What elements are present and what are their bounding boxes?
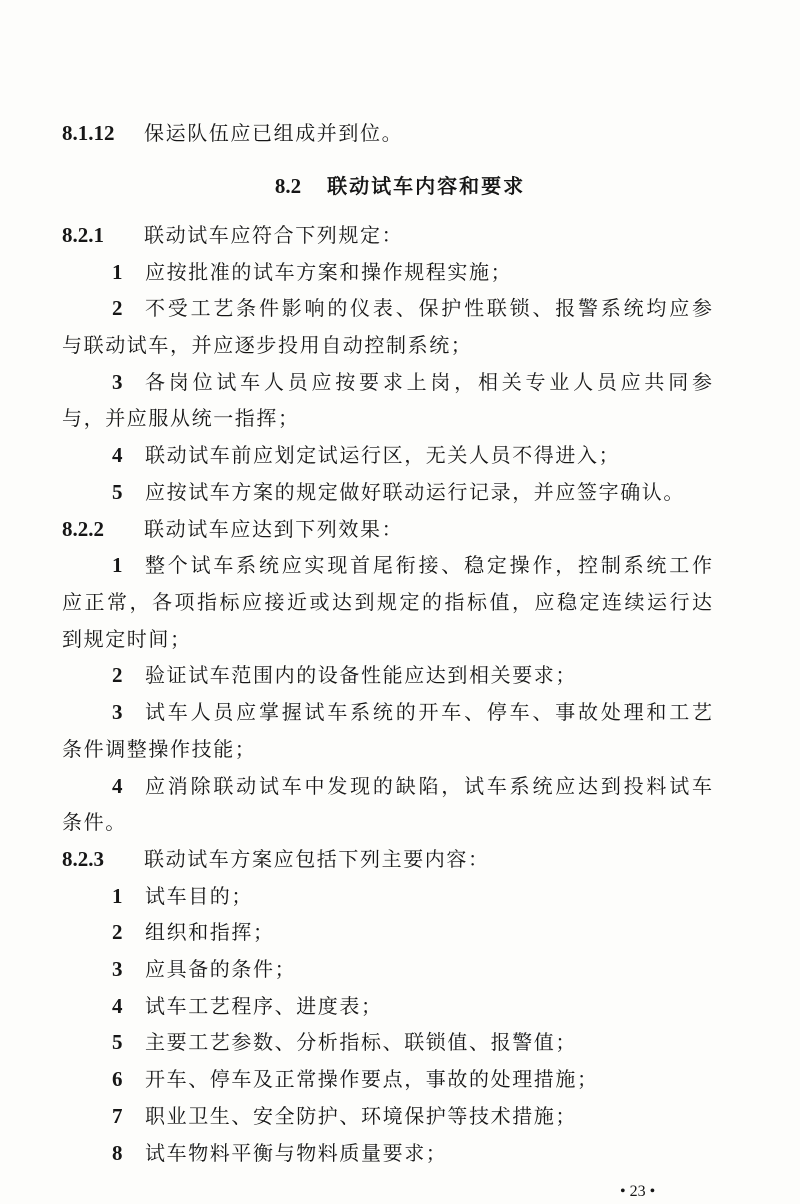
list-item (112, 774, 712, 798)
item-number: 7 (112, 1104, 123, 1128)
list-item (112, 663, 577, 687)
list-item (112, 920, 275, 944)
list-item (112, 700, 712, 724)
section-title: 联动试车内容和要求 (327, 174, 526, 198)
item-text-continuation: 条件。 (62, 810, 127, 834)
clause-clause-8-2-1 (62, 223, 403, 247)
section-heading (0, 174, 800, 198)
item-number: 2 (112, 920, 123, 944)
item-text: 不受工艺条件影响的仪表、保护性联锁、报警系统均应参 (145, 296, 712, 320)
clause-clause-8-2-2 (62, 517, 403, 541)
item-text: 主要工艺参数、分析指标、联锁值、报警值； (145, 1030, 577, 1054)
item-text: 组织和指挥； (145, 920, 275, 944)
item-text: 应消除联动试车中发现的缺陷，试车系统应达到投料试车 (145, 774, 712, 798)
item-text-continuation: 到规定时间； (62, 627, 192, 651)
list-item (112, 1067, 599, 1091)
item-number: 2 (112, 663, 123, 687)
clause-text: 联动试车应符合下列规定： (144, 223, 404, 247)
list-item (112, 1141, 447, 1165)
list-item (112, 994, 383, 1018)
item-number: 3 (112, 957, 123, 981)
item-text: 验证试车范围内的设备性能应达到相关要求； (145, 663, 577, 687)
list-item (112, 370, 712, 394)
item-number: 5 (112, 480, 123, 504)
clause-text: 保运队伍应已组成并到位。 (144, 121, 404, 145)
list-item (112, 884, 253, 908)
clause-number: 8.2.1 (62, 223, 104, 247)
clause-8-1-12 (62, 121, 403, 145)
list-item (112, 1030, 577, 1054)
item-number: 1 (112, 553, 123, 577)
section-number: 8.2 (274, 174, 302, 198)
clause-number: 8.1.12 (62, 121, 115, 145)
clause-number: 8.2.2 (62, 517, 104, 541)
item-number: 8 (112, 1141, 123, 1165)
item-text-continuation: 与联动试车，并应逐步投用自动控制系统； (62, 333, 473, 357)
clause-number: 8.2.3 (62, 847, 104, 871)
item-text: 应按试车方案的规定做好联动运行记录，并应签字确认。 (145, 480, 685, 504)
list-item (112, 1104, 577, 1128)
item-text: 整个试车系统应实现首尾衔接、稳定操作，控制系统工作 (145, 553, 712, 577)
item-number: 1 (112, 260, 123, 284)
page-number: • 23 • (620, 1183, 656, 1200)
list-item (112, 957, 296, 981)
clause-text: 联动试车方案应包括下列主要内容： (144, 847, 490, 871)
item-text: 应具备的条件； (145, 957, 297, 981)
item-number: 3 (112, 700, 123, 724)
item-text: 试车目的； (145, 884, 253, 908)
item-number: 5 (112, 1030, 123, 1054)
item-text: 应按批准的试车方案和操作规程实施； (145, 260, 513, 284)
item-text: 开车、停车及正常操作要点，事故的处理措施； (145, 1067, 599, 1091)
item-text: 职业卫生、安全防护、环境保护等技术措施； (145, 1104, 577, 1128)
item-number: 3 (112, 370, 123, 394)
item-number: 1 (112, 884, 123, 908)
item-text-continuation: 与，并应服从统一指挥； (62, 406, 300, 430)
item-number: 4 (112, 994, 123, 1018)
item-number: 2 (112, 296, 123, 320)
list-item (112, 480, 685, 504)
item-text: 试车人员应掌握试车系统的开车、停车、事故处理和工艺 (145, 700, 712, 724)
item-number: 4 (112, 774, 123, 798)
item-text: 联动试车前应划定试运行区，无关人员不得进入； (145, 443, 621, 467)
item-number: 4 (112, 443, 123, 467)
clause-text: 联动试车应达到下列效果： (144, 517, 404, 541)
list-item (112, 443, 620, 467)
clause-clause-8-2-3 (62, 847, 490, 871)
item-text-continuation: 应正常，各项指标应接近或达到规定的指标值，应稳定连续运行达 (62, 590, 712, 614)
item-text: 各岗位试车人员应按要求上岗，相关专业人员应共同参 (145, 370, 712, 394)
item-number: 6 (112, 1067, 123, 1091)
item-text-continuation: 条件调整操作技能； (62, 737, 257, 761)
list-item (112, 260, 512, 284)
list-item (112, 553, 712, 577)
list-item (112, 296, 712, 320)
item-text: 试车物料平衡与物料质量要求； (145, 1141, 448, 1165)
item-text: 试车工艺程序、进度表； (145, 994, 383, 1018)
